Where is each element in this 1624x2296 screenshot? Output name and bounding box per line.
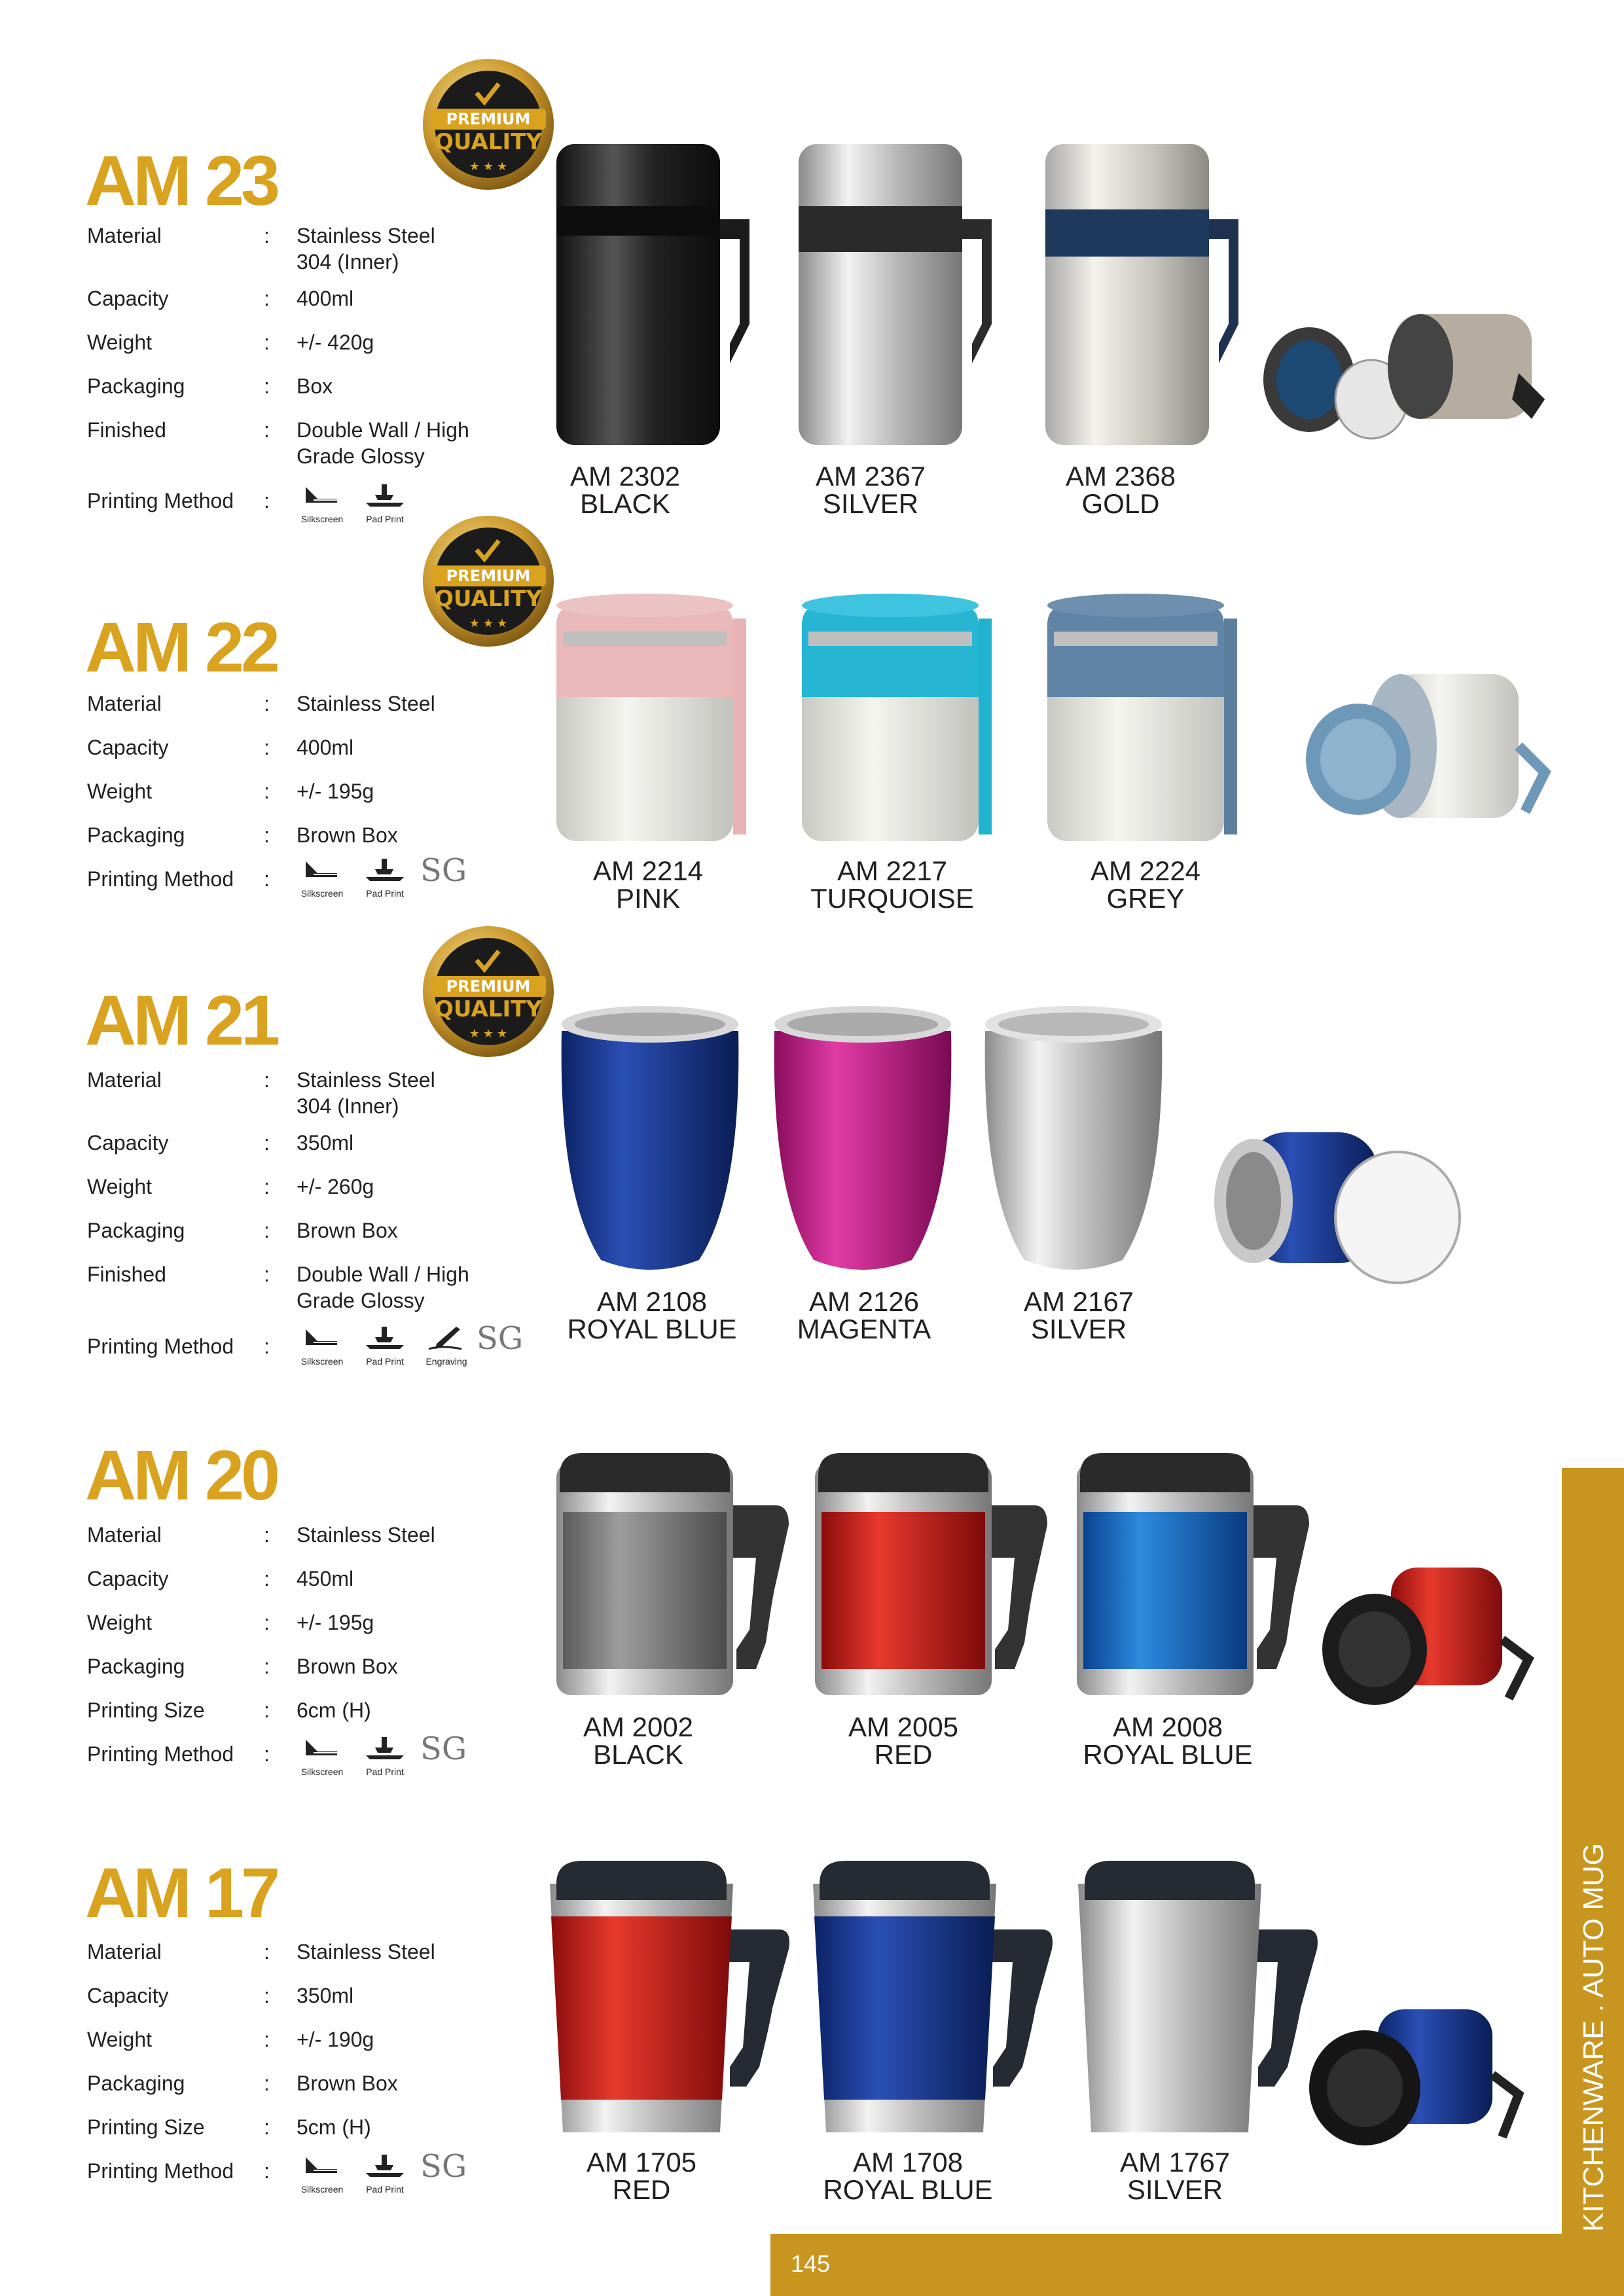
engraving-icon: Engraving <box>420 1325 473 1367</box>
svg-text:QUALITY: QUALITY <box>435 996 542 1022</box>
mug-image-am2368 <box>1045 144 1261 452</box>
premium-quality-badge-icon <box>416 920 560 1064</box>
pad-print-icon: Pad Print <box>359 1325 411 1367</box>
tumbler-image-am2126 <box>771 1005 954 1280</box>
silkscreen-icon: Silkscreen <box>296 483 348 524</box>
tumbler-image-am2167 <box>982 1005 1165 1280</box>
premium-quality-badge-icon <box>416 52 560 196</box>
sg-logo: SG <box>477 1320 524 1357</box>
mug-detail-image <box>1257 301 1558 452</box>
tumbler-detail-image <box>1208 1126 1476 1289</box>
variant-caption: AM 2217 TURQUOISE <box>810 855 974 914</box>
svg-text:★ ★ ★: ★ ★ ★ <box>469 617 508 630</box>
silkscreen-icon: Silkscreen <box>296 2153 348 2195</box>
variant-caption: AM 2008 ROYAL BLUE <box>1083 1712 1253 1770</box>
variant-caption: AM 1705 RED <box>586 2147 697 2205</box>
variant-caption: AM 2368 GOLD <box>1065 461 1176 519</box>
variant-caption: AM 2108 ROYAL BLUE <box>567 1286 737 1344</box>
svg-text:★ ★ ★: ★ ★ ★ <box>469 1027 508 1040</box>
footer-bar <box>770 2234 1624 2296</box>
mug-image-am1705 <box>543 1857 805 2139</box>
mug-image-am1767 <box>1072 1857 1333 2139</box>
silkscreen-icon: Silkscreen <box>296 857 348 899</box>
mug-image-am2217 <box>802 592 1044 848</box>
pad-print-icon: Pad Print <box>359 857 411 899</box>
mug-detail-image <box>1306 2003 1532 2157</box>
sg-logo: SG <box>420 2148 467 2185</box>
pad-print-icon: Pad Print <box>359 483 411 524</box>
svg-text:QUALITY: QUALITY <box>435 586 542 612</box>
mug-image-am2224 <box>1047 592 1290 848</box>
mug-detail-image <box>1319 1561 1542 1718</box>
product-title: AM 21 <box>85 980 278 1060</box>
sg-logo: SG <box>420 852 467 889</box>
variant-caption: AM 2126 MAGENTA <box>797 1286 931 1344</box>
variant-caption: AM 2167 SILVER <box>1023 1286 1134 1344</box>
svg-text:★ ★ ★: ★ ★ ★ <box>469 160 508 173</box>
svg-text:PREMIUM: PREMIUM <box>446 567 531 585</box>
sg-logo: SG <box>420 1731 467 1767</box>
product-title: AM 20 <box>85 1435 278 1515</box>
variant-caption: AM 2214 PINK <box>592 855 704 914</box>
mug-image-am2005 <box>815 1450 1064 1702</box>
variant-caption: AM 2224 GREY <box>1090 855 1201 914</box>
product-title: AM 22 <box>85 607 278 687</box>
mug-image-am2367 <box>799 144 1015 452</box>
silkscreen-icon: Silkscreen <box>296 1736 348 1777</box>
premium-quality-badge-icon <box>416 509 560 653</box>
page-number: 145 <box>791 2250 831 2277</box>
pad-print-icon: Pad Print <box>359 1736 411 1777</box>
mug-image-am2008 <box>1077 1450 1326 1702</box>
variant-caption: AM 2302 BLACK <box>569 461 681 519</box>
mug-image-am2302 <box>556 144 772 452</box>
silkscreen-icon: Silkscreen <box>296 1325 348 1367</box>
mug-image-am2002 <box>556 1450 805 1702</box>
badge-line1: PREMIUM <box>446 110 531 128</box>
mug-detail-image <box>1303 661 1558 851</box>
product-title: AM 17 <box>85 1853 278 1932</box>
variant-caption: AM 1708 ROYAL BLUE <box>823 2147 993 2205</box>
category-label: KITCHENWARE . AUTO MUG <box>1578 1842 1610 2232</box>
variant-caption: AM 1767 SILVER <box>1119 2147 1231 2205</box>
mug-image-am2214 <box>556 592 799 848</box>
variant-caption: AM 2002 BLACK <box>583 1712 694 1770</box>
product-title: AM 23 <box>85 141 278 220</box>
svg-text:PREMIUM: PREMIUM <box>446 977 531 996</box>
variant-caption: AM 2005 RED <box>848 1712 959 1770</box>
badge-line2: QUALITY <box>435 129 542 155</box>
mug-image-am1708 <box>806 1857 1068 2139</box>
variant-caption: AM 2367 SILVER <box>815 461 926 519</box>
pad-print-icon: Pad Print <box>359 2153 411 2195</box>
tumbler-image-am2108 <box>558 1005 742 1280</box>
